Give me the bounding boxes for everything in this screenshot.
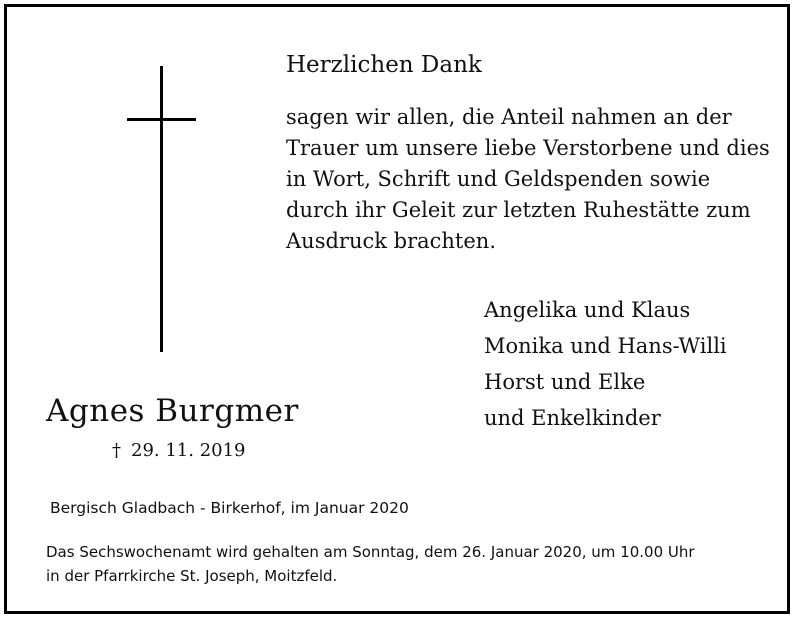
dagger-icon: † [112, 440, 121, 461]
thanks-line: sagen wir allen, die Anteil nahmen an der [286, 105, 732, 129]
thanks-line: durch ihr Geleit zur letzten Ruhestätte zum [286, 198, 751, 222]
thanks-line: Trauer um unsere liebe Verstorbene und dies [286, 136, 770, 160]
family-member: und Enkelkinder [484, 406, 661, 430]
family-member: Monika und Hans-Willi [484, 334, 727, 358]
family-member: Horst und Elke [484, 370, 646, 394]
place-date: Bergisch Gladbach - Birkerhof, im Januar 2020 [50, 499, 409, 517]
death-date-line [112, 440, 246, 461]
cross-vertical-bar [160, 66, 163, 352]
thanks-text [286, 102, 770, 257]
notice-line: in der Pfarrkirche St. Joseph, Moitzfeld. [46, 567, 338, 585]
service-notice [46, 540, 756, 588]
cross-horizontal-bar [127, 118, 196, 121]
deceased-name: Agnes Burgmer [46, 393, 299, 429]
death-date: 29. 11. 2019 [131, 440, 246, 461]
notice-line: Das Sechswochenamt wird gehalten am Sonntag, dem 26. Januar 2020, um 10.00 Uhr [46, 543, 695, 561]
family-signatures [484, 292, 727, 436]
thanks-heading: Herzlichen Dank [286, 52, 482, 78]
thanks-line: Ausdruck brachten. [286, 229, 496, 253]
family-member: Angelika und Klaus [484, 298, 691, 322]
thanks-line: in Wort, Schrift und Geldspenden sowie [286, 167, 711, 191]
